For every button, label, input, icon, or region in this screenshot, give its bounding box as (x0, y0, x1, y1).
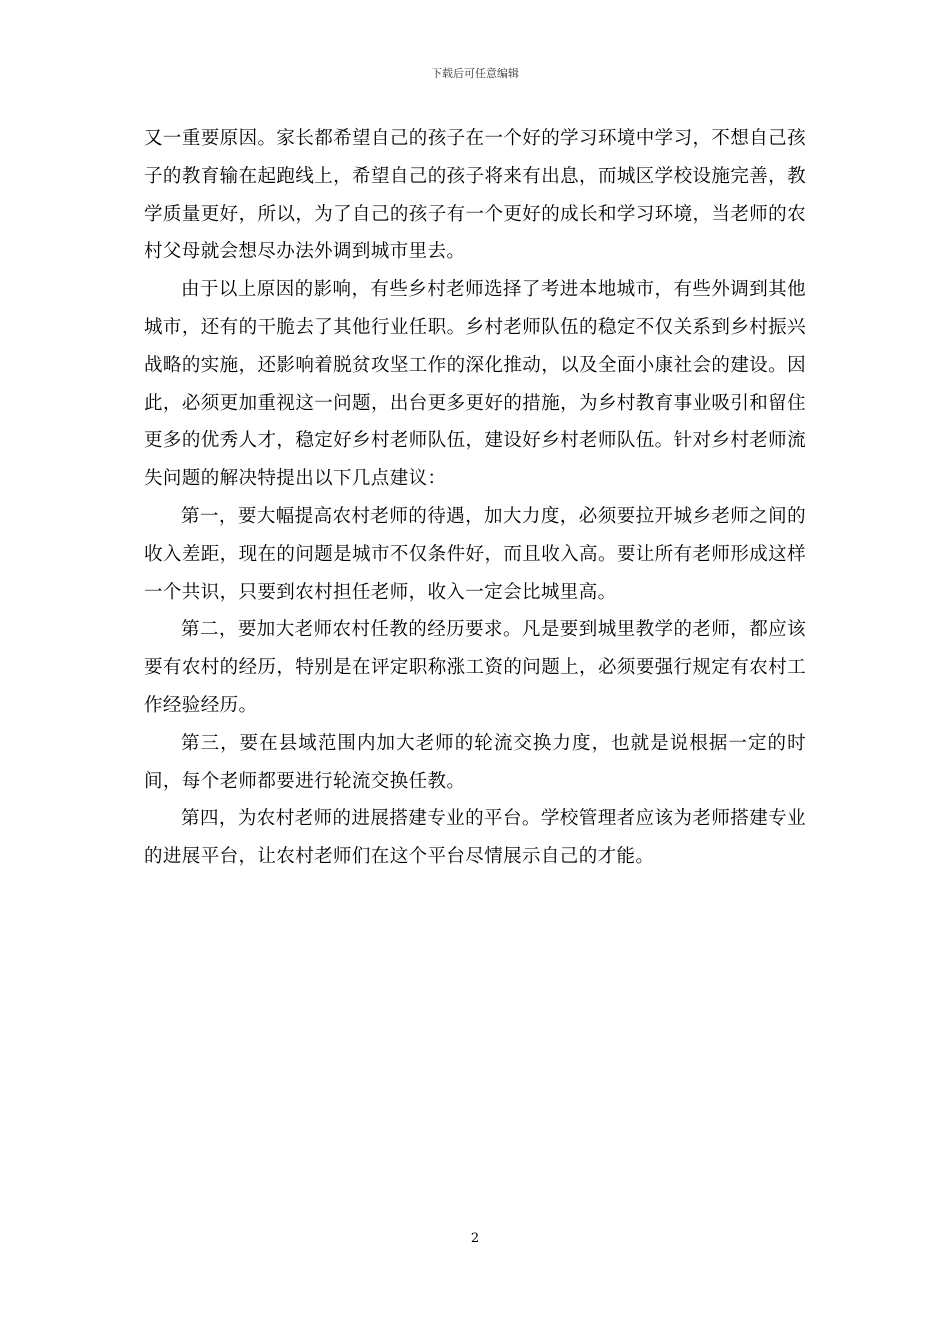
page-header: 下载后可任意编辑 (431, 67, 519, 80)
paragraph-2: 由于以上原因的影响，有些乡村老师选择了考进本地城市，有些外调到其他城市，还有的干脆去了其他行业任职。乡村老师队伍的稳定不仅关系到乡村振兴战略的实施，还影响着脱贫攻坚工作的深化推动，以及全面小康社会的建设。因此，必须更加重视这一问题，出台更多更好的措施，为乡村教育事业吸引和留住更多的优秀人才，稳定好乡村老师队伍，建设好乡村老师队伍。针对乡村老师流失问题的解决特提出以下几点建议： (144, 279, 806, 490)
paragraph-4: 第二，要加大老师农村任教的经历要求。凡是要到城里教学的老师，都应该要有农村的经历，特别是在评定职称涨工资的问题上，必须要强行规定有农村工作经验经历。 (144, 619, 806, 716)
paragraph-3: 第一，要大幅提高农村老师的待遇，加大力度，必须要拉开城乡老师之间的收入差距，现在的问题是城市不仅条件好，而且收入高。要让所有老师形成这样一个共识，只要到农村担任老师，收入一定会比城里高。 (144, 505, 806, 603)
paragraph-1: 又一重要原因。家长都希望自己的孩子在一个好的学习环境中学习，不想自己孩子的教育输在起跑线上，希望自己的孩子将来有出息，而城区学校设施完善，教学质量更好，所以，为了自己的孩子有一个更好的成长和学习环境，当老师的农村父母就会想尽办法外调到城市里去。 (144, 128, 806, 263)
document-body (144, 120, 806, 876)
paragraph-6: 第四，为农村老师的进展搭建专业的平台。学校管理者应该为老师搭建专业的进展平台，让农村老师们在这个平台尽情展示自己的才能。 (144, 808, 806, 868)
page-number: 2 (470, 1231, 480, 1246)
paragraph-5: 第三，要在县域范围内加大老师的轮流交换力度，也就是说根据一定的时间，每个老师都要进行轮流交换任教。 (144, 732, 806, 792)
